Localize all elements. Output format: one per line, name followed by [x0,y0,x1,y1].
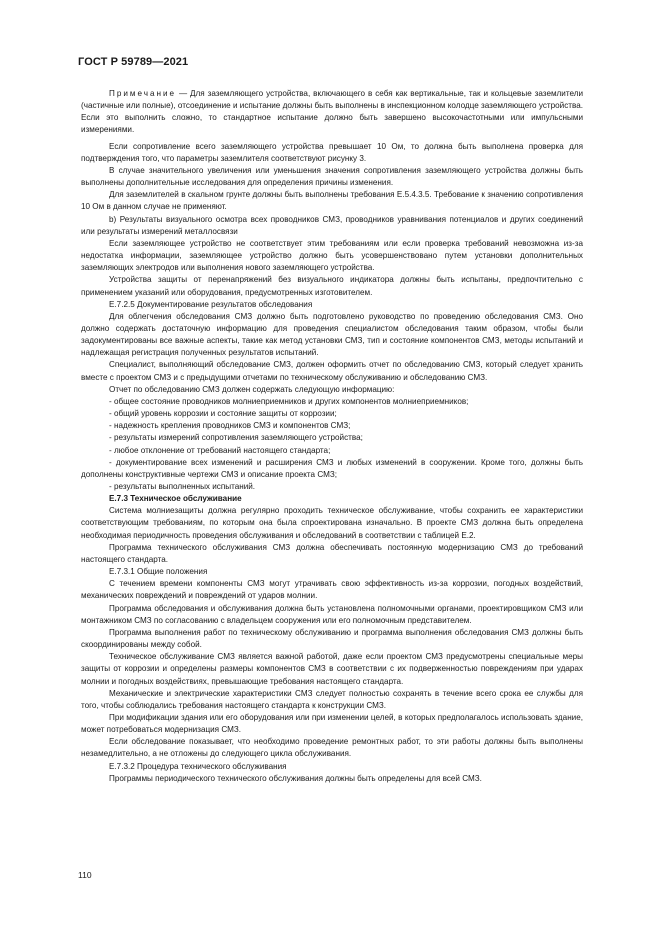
paragraph: Если сопротивление всего заземляющего устройства превышает 10 Ом, то должна быть выполнена проверка для подтверждения того, что параметры заземлителя соответствуют рисунку 3. [81,141,583,163]
list-item: - результаты выполненных испытаний. [109,482,256,491]
paragraph: В случае значительного увеличения или уменьшения значения сопротивления заземляющего устройства должны быть выполнены дополнительные исследования для определения причины изменения. [81,165,583,188]
note-label: Примечание [109,89,177,98]
page-number: 110 [78,870,92,880]
list-item: - любое отклонение от требований настоящего стандарта; [109,445,331,455]
paragraph: Механические и электрические характеристики СМЗ следует полностью сохранять в течение всего срока ее службы для того, чтобы соблюдались требования настоящего стандарта к конструкции СМЗ. [81,688,583,710]
list-item: - документирование всех изменений и расширения СМЗ и любых изменений в сооружении. Кроме того, должны быть дополнены конструктивные чертежи СМЗ и описание проекта СМЗ; [81,457,583,479]
paragraph: Устройства защиты от перенапряжений без визуального индикатора должны быть испытаны, предпочтительно с применением указаний или оборудования, предусмотренных изготовителем. [81,275,583,297]
document-header: ГОСТ Р 59789—2021 [78,56,189,68]
list-item: - надежность крепления проводников СМЗ и компонентов СМЗ; [109,421,351,431]
note-text: — Для заземляющего устройства, включающего в себя как вертикальные, так и кольцевые заземлители (частичные или полные), отсоединение и испытание должны быть выполнены в инспекционном колодце заземляющего устройства. Если это выполнить сложно, то стандартное испытание должно быть завершено высокочастотными или импульсными измерениями. [81,89,583,135]
section-heading: Е.7.2.5 Документирование результатов обследования [109,299,313,309]
paragraph: b) Результаты визуального осмотра всех проводников СМЗ, проводников уравнивания потенциалов и других соединений или результаты измерений металлосвязи [81,214,583,236]
paragraph: С течением времени компоненты СМЗ могут утрачивать свою эффективность из-за коррозии, погодных воздействий, механических повреждений и повреждений от ударов молнии. [81,579,583,601]
paragraph: Программа обследования и обслуживания должна быть установлена полномочными органами, проектировщиком СМЗ или монтажником СМЗ по согласованию с владельцем сооружения или его полномочным представителем. [81,603,583,625]
paragraph: Программа выполнения работ по техническому обслуживанию и программа выполнения обследования СМЗ должны быть скоординированы между собой. [81,627,583,650]
paragraph: Для заземлителей в скальном грунте должны быть выполнены требования Е.5.4.3.5. Требование к значению сопротивления 10 Ом в данном случае не применяют. [81,190,583,212]
section-heading: Е.7.3 Техническое обслуживание [109,494,242,504]
section-heading: Е.7.3.2 Процедура технического обслуживания [109,761,287,771]
paragraph: Программа технического обслуживания СМЗ должна обеспечивать постоянную модернизацию СМЗ до требований настоящего стандарта. [81,542,583,564]
paragraph: Для облегчения обследования СМЗ должно быть подготовлено руководство по проведению обследования СМЗ. Оно должно содержать достаточную информацию для проведения специалистом обследования таким образом, чтобы были задокументированы все важные аспекты, такие как метод установки СМЗ, тип и состояние компонентов СМЗ, методы испытаний и надлежащая регистрация полученных результатов испытаний. [81,311,583,358]
list-item: - общее состояние проводников молниеприемников и других компонентов молниеприемников; [109,396,469,406]
note-paragraph [81,88,583,137]
paragraph: Если обследование показывает, что необходимо проведение ремонтных работ, то эти работы должны быть выполнены незамедлительно, а не отложены до следующего цикла обслуживания. [81,737,583,759]
list-item: - общий уровень коррозии и состояние защиты от коррозии; [109,409,337,419]
paragraph: Техническое обслуживание СМЗ является важной работой, даже если проектом СМЗ предусмотрены специальные меры защиты от коррозии и определены размеры компонентов СМЗ в соответствии с их подверженностью повреждениям при ударах молнии и погодных воздействиях, превышающие требования настоящего стандарта. [81,652,583,686]
paragraph: Система молниезащиты должна регулярно проходить техническое обслуживание, чтобы сохранить ее характеристики соответствующим требованиям, по которым она была спроектирована изначально. В проекте СМЗ должна быть определена необходимая периодичность проведения обслуживания и обследований в соответствии с таблицей Е.2. [81,506,583,540]
paragraph: Программы периодического технического обслуживания должны быть определены для всей СМЗ. [109,773,482,783]
paragraph: Если заземляющее устройство не соответствует этим требованиям или если проверка требований невозможна из-за недостатка информации, заземляющее устройство должно быть усовершенствовано путем установки дополнительных заземляющих электродов или выполнения нового заземляющего устройства. [81,238,583,273]
list-item: - результаты измерений сопротивления заземляющего устройства; [109,433,363,443]
paragraph: Специалист, выполняющий обследование СМЗ, должен оформить отчет по обследованию СМЗ, который следует хранить вместе с проектом СМЗ и с предыдущими отчетами по техническому обслуживанию и обследованию СМЗ. [81,360,583,382]
document-body [81,88,583,785]
section-heading: Е.7.3.1 Общие положения [109,567,208,577]
paragraph: Отчет по обследованию СМЗ должен содержать следующую информацию: [109,384,395,394]
paragraph: При модификации здания или его оборудования или при изменении целей, в которых предполагалось использовать здание, может потребоваться модернизация СМЗ. [81,712,583,735]
